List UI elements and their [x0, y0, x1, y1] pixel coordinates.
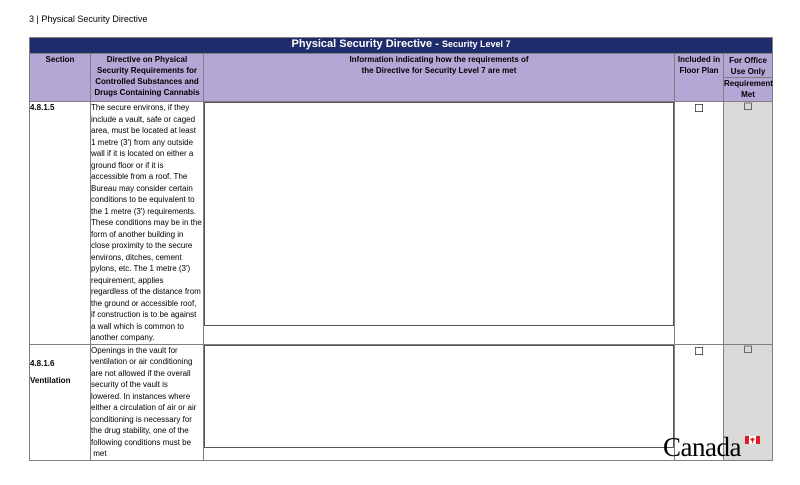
directive-line: include a vault, safe or caged: [91, 114, 196, 124]
directive-line: another company.: [91, 333, 155, 342]
included-in-floor-plan-checkbox[interactable]: ☐: [675, 102, 724, 345]
table-title: [30, 38, 773, 54]
directive-line: the ground or accessible roof,: [91, 298, 197, 308]
table-title-row: [30, 38, 773, 54]
directive-line: the 1 metre (3') requirements.: [91, 206, 197, 216]
header-section: Section: [30, 54, 91, 102]
section-cell: [30, 344, 91, 460]
section-number: 4.8.1.5: [30, 103, 55, 112]
directive-line: following conditions must be: [91, 437, 192, 447]
directive-line: form of another building in: [91, 229, 184, 239]
header-office-bottom: Requirement Met: [724, 79, 773, 99]
directive-line: ventilation or air conditioning: [91, 357, 193, 366]
header-information: [204, 54, 675, 102]
directive-line: requirement, applies: [91, 275, 164, 285]
directive-line: regardless of the distance from: [91, 287, 201, 296]
table-row: [30, 102, 773, 345]
directive-line: the drug stability, one of the: [91, 426, 189, 435]
header-office: [724, 54, 773, 102]
requirement-met-checkbox[interactable]: ☐: [724, 102, 773, 345]
directive-line: a wall which is common to: [91, 321, 184, 331]
directive-text: [91, 344, 204, 460]
directive-line: if construction is to be against: [91, 310, 197, 319]
directive-line: These conditions may be in the: [91, 218, 202, 227]
information-text-field[interactable]: [204, 102, 674, 326]
directive-line: Openings in the vault for: [91, 345, 178, 355]
header-directive: Directive on Physical Security Requirements for Controlled Substances and Drugs Containing Cannabis: [91, 54, 204, 102]
table-row: [30, 344, 773, 460]
section-subtitle: Ventilation: [30, 375, 71, 385]
directive-line: accessible from a roof. The: [91, 172, 188, 181]
directive-line: environs, ditches, cement: [91, 252, 182, 262]
info-cell: [204, 344, 675, 460]
directive-line: conditions to be equivalent to: [91, 195, 195, 204]
directive-text: [91, 102, 204, 345]
directive-table: [29, 37, 773, 461]
page-header: 3 | Physical Security Directive: [29, 14, 148, 24]
directive-line: area, must be located at least: [91, 126, 196, 135]
directive-line: met: [91, 449, 107, 458]
requirement-met-checkbox[interactable]: ☐: [724, 344, 773, 460]
information-text-field[interactable]: [204, 345, 674, 448]
directive-line: wall if it is located on either a: [91, 149, 194, 158]
info-cell: [204, 102, 675, 345]
directive-line: either a circulation of air or air: [91, 403, 197, 412]
directive-line: close proximity to the secure: [91, 241, 193, 250]
directive-line: pylons, etc. The 1 metre (3'): [91, 264, 191, 273]
section-cell: [30, 102, 91, 345]
directive-line: security of the vault is: [91, 380, 168, 389]
table-header-row: [30, 54, 773, 102]
canada-wordmark: Canada: [663, 432, 741, 462]
directive-line: 1 metre (3') from any outside: [91, 137, 194, 147]
included-in-floor-plan-checkbox[interactable]: ☐: [675, 344, 724, 460]
section-number: 4.8.1.6: [30, 358, 55, 368]
directive-line: lowered. In instances where: [91, 391, 191, 401]
header-office-top: For Office Use Only: [724, 54, 772, 78]
canada-flag-icon: [745, 436, 760, 444]
directive-line: The secure environs, if they: [91, 103, 190, 112]
directive-line: conditioning is necessary for: [91, 414, 192, 424]
header-information-text: Information indicating how the requirements of the Directive for Security Level 7 are met: [349, 55, 529, 75]
header-included: Included in Floor Plan: [675, 54, 724, 102]
directive-line: ground floor or if it is: [91, 160, 164, 170]
directive-line: are not allowed if the overall: [91, 368, 191, 378]
table-title-main: Physical Security Directive -: [291, 38, 442, 50]
directive-line: Bureau may consider certain: [91, 183, 193, 193]
table-title-level: Security Level 7: [441, 39, 511, 49]
